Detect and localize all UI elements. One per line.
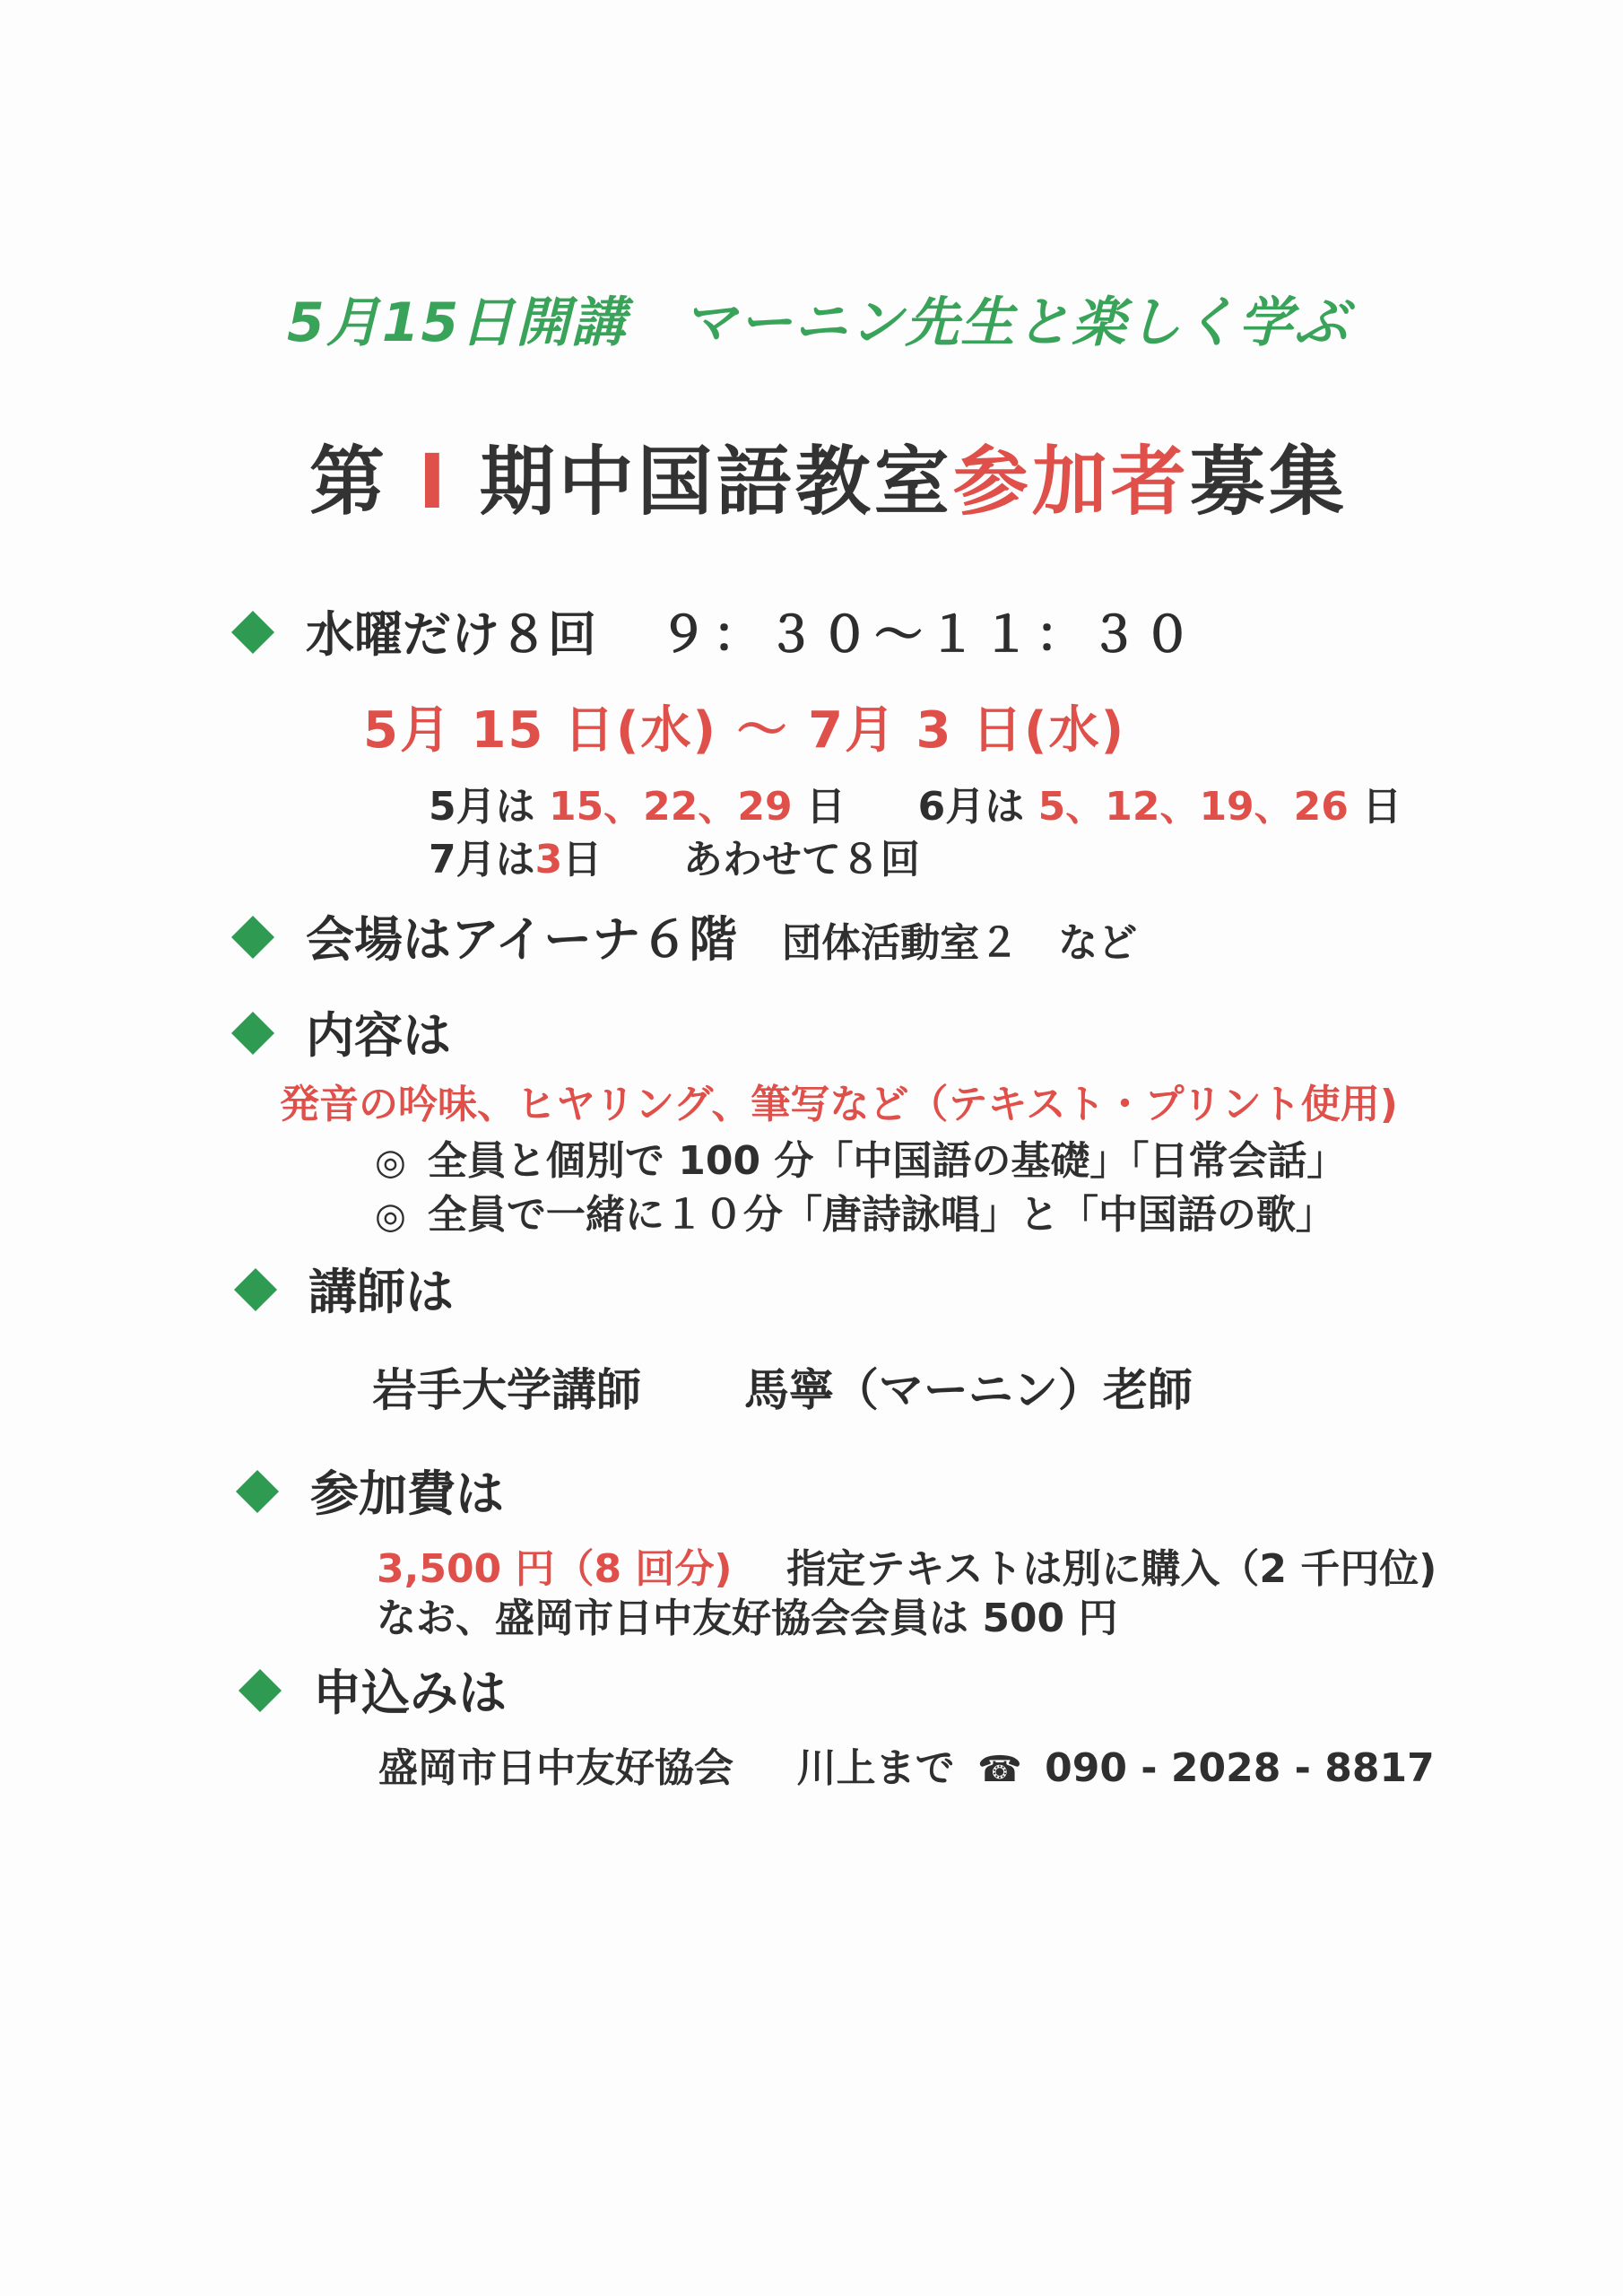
diamond-bullet-icon bbox=[231, 611, 274, 654]
diamond-bullet-icon bbox=[231, 1012, 274, 1055]
application-contact: 川上まで bbox=[796, 1745, 955, 1791]
diamond-bullet-icon bbox=[234, 1268, 277, 1311]
diamond-bullet-icon bbox=[231, 916, 274, 959]
content-summary: 発音の吟味、ヒヤリング、筆写など（テキスト・プリント使用) bbox=[280, 1082, 1398, 1127]
instructor-name: 馬寧（マーニン）老師 bbox=[743, 1364, 1193, 1416]
application-heading: 申込みは bbox=[313, 1665, 507, 1721]
venue-detail: 団体活動室２ など bbox=[782, 920, 1138, 966]
schedule-dates-row1 bbox=[429, 774, 1402, 831]
schedule-heading: 水曜だけ８回 bbox=[306, 606, 596, 663]
july-label: 7月は bbox=[429, 837, 535, 883]
may-suffix: 日 bbox=[805, 784, 846, 830]
june-suffix: 日 bbox=[1362, 784, 1402, 830]
title-part1: 第 bbox=[309, 438, 389, 526]
title-roman: Ⅰ bbox=[418, 438, 450, 526]
venue-heading: 会場はアイーナ６階 bbox=[306, 911, 738, 968]
phone-icon: ☎ bbox=[976, 1749, 1022, 1790]
june-label: 6月は bbox=[917, 784, 1025, 830]
schedule-dates-row2 bbox=[429, 827, 920, 884]
instructor-heading-row bbox=[240, 1254, 454, 1323]
fee-member-note: なお、盛岡市日中友好協会会員は 500 円 bbox=[377, 1596, 1118, 1641]
content-item-1-text: 全員と個別で 100 分「中国語の基礎」「日常会話」 bbox=[427, 1138, 1347, 1184]
application-row bbox=[378, 1735, 1435, 1793]
instructor-detail bbox=[372, 1354, 1193, 1419]
content-item-1 bbox=[375, 1128, 1346, 1186]
fee-textbook: 指定テキストは別に購入（2 千円位) bbox=[786, 1546, 1437, 1592]
fee-heading: 参加費は bbox=[310, 1465, 504, 1522]
content-item-2-text: 全員で一緒に１０分「唐詩詠唱」と「中国語の歌」 bbox=[427, 1192, 1335, 1238]
schedule-time: ９：３０〜１１：３０ bbox=[659, 606, 1197, 663]
may-label: 5月は bbox=[429, 784, 535, 830]
double-circle-icon: ◎ bbox=[375, 1196, 406, 1237]
fee-amount: 3,500 円（8 回分) bbox=[377, 1546, 733, 1592]
may-days: 15、22、29 bbox=[548, 784, 793, 830]
content-item-2 bbox=[375, 1182, 1335, 1239]
instructor-affiliation: 岩手大学講師 bbox=[372, 1364, 641, 1416]
title-part2: 期中国語教室 bbox=[479, 438, 953, 526]
diamond-bullet-icon bbox=[239, 1669, 282, 1712]
content-heading: 内容は bbox=[306, 1007, 451, 1064]
instructor-heading: 講師は bbox=[308, 1264, 454, 1320]
fee-heading-row bbox=[242, 1456, 504, 1525]
july-suffix: 日 bbox=[562, 837, 603, 883]
double-circle-icon: ◎ bbox=[375, 1142, 406, 1183]
schedule-heading-row bbox=[238, 596, 1197, 665]
title-part3: 募集 bbox=[1189, 438, 1348, 526]
venue-row bbox=[238, 901, 1137, 970]
date-range: 5月 15 日(水) 〜 7月 3 日(水) bbox=[363, 701, 1126, 760]
application-heading-row bbox=[245, 1655, 507, 1724]
application-org: 盛岡市日中友好協会 bbox=[378, 1745, 733, 1791]
application-phone: 090 - 2028 - 8817 bbox=[1045, 1745, 1435, 1791]
content-heading-row bbox=[238, 997, 451, 1066]
tagline: 5月15日開講 マーニン先生と楽しく学ぶ bbox=[287, 291, 1350, 354]
title-highlight: 参加者 bbox=[952, 438, 1190, 526]
page-title bbox=[309, 422, 1348, 530]
june-days: 5、12、19、26 bbox=[1037, 784, 1349, 830]
july-days: 3 bbox=[534, 837, 563, 883]
diamond-bullet-icon bbox=[236, 1470, 279, 1513]
schedule-total: あわせて８回 bbox=[682, 837, 920, 883]
